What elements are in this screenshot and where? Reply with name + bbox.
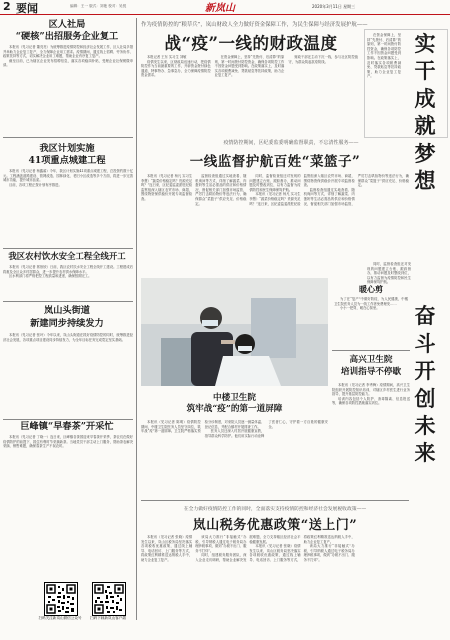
slogan-char: 来 [414, 440, 436, 466]
article-divider [3, 301, 133, 302]
poem-body: 为了在“复产”中做好防疫，为人民健康，中楼卫生院医务人员为一线工作者免费理发…… 小小一把剪，暖在心窝里。 [334, 297, 408, 311]
column-divider [136, 18, 137, 620]
qr-code[interactable] [44, 582, 78, 616]
slogan-char: 开 [414, 358, 436, 384]
edition-info: 编辑：王一 版式：刘艳 校对：吴悦 [70, 4, 127, 8]
qr-code[interactable] [92, 582, 126, 616]
slogan-char: 就 [414, 113, 436, 139]
article-headline: 我区农村饮水安全工程全线开工 [8, 251, 126, 261]
slogan-char: 创 [414, 385, 436, 411]
article-divider [3, 248, 133, 249]
article-divider [3, 419, 133, 420]
top-story-body: 本报记者 王东 实习生 刘敏 疫情发生以来，区财政局迅速行动，把疫情防控作为当前最重要的工作，开辟资金拨付绿色通道，特事特办、急事急办，全力保障疫情防控资金需求。 在资金保障上，坚持“先拨付、后清算”的原则，第一时间拨付防控资金，确保各项防控工作不因资金问题受到影响。在政策落实上，及时落实各项税费减免、贷款贴息等扶持政策，助力企业复工复产。 财政干部还主动下沉一线，参与社区防控值守，为群众筑起抗疫防线。 [141, 55, 358, 78]
slogan-char: 想 [414, 168, 436, 194]
article-headline: 区人社局 [48, 19, 86, 30]
article-body: 本报讯（见习记者 张叶）今年以来，岚山头街道在抓好疫情防控的同时，统筹推进经济社会发展，各项重点项目建设同步持续发力，为全年目标任务完成奠定坚实基础。 [3, 333, 133, 342]
article-divider [141, 500, 409, 501]
vertical-slogan [412, 30, 442, 636]
top-story-body-continued: 在资金保障上，坚持“先拨付、后清算”的原则，第一时间拨付防控资金，确保各项防控工作不因资金问题受到影响。在政策落实上，及时落实各项税费减免、贷款贴息等扶持政策，助力企业复工复产。 [367, 33, 401, 79]
article-headline: 筑牢战“疫”的第一道屏障 [186, 404, 283, 414]
article-headline: 岚山头街道 [44, 305, 90, 316]
slogan-char: 奋 [414, 303, 436, 329]
article-headline: 41项重点城建工程 [28, 155, 106, 166]
masthead-logo: 新岚山 [205, 3, 235, 14]
slogan-char: 未 [414, 413, 436, 439]
poem-continued: 同时，监督检查组还对发现的问题建立台账、跟踪督办，推动问题及时整改到位，以有力监督为疫情防控和民生保障保驾护航。 [367, 262, 411, 285]
slogan-char: 实 [414, 31, 436, 56]
article-headline: “硬核”出招服务企业复工 [15, 31, 119, 42]
qr-caption: 扫码下载新岚山客户端 [90, 616, 126, 620]
article-headline: 新建同步持续发力 [30, 318, 104, 329]
article-body: 本报讯（见习记者 董亮亮）为统筹推进疫情防控和经济社会发展工作，区人社局多措并举助力企业复工复产，全力保障企业用工需求。疫情期间，通过线上招聘、劳务协作、政策扶持等方式，切实解决企业用工难题，帮助企业有序复工复产。 截至目前，已为辖区企业发布招聘信息，落实各项稳岗补贴，受理企业社保缓缴申请。 [3, 45, 133, 68]
qr-caption: 扫码关注新岚山微信公众号 [38, 616, 82, 620]
article-body: 本报讯（见习记者 郭欣欣）日前，我区农村饮水安全工程全线开工建设。工程建成后将惠及全区众多村居群众，进一步提升农村供水保障水平。 区水利部门将严格把控工程质量和进度，确保按期完工。 [3, 265, 133, 279]
article-headline: 培训指导不停歇 [340, 367, 402, 377]
news-photo [141, 278, 328, 386]
slogan-char: 干 [414, 58, 436, 84]
article-body: 本报讯（见习记者 李秀梅）疫情期间，高兴卫生院组织开展防控知识培训，对辖区乡村医生进行业务指导，提升基层防控能力。 培训内容包括个人防护、消毒隔离、信息报送等，确保各项防控措施落实到位。 [332, 383, 410, 406]
article-kicker: 在全力做好疫情防控工作的同时，全面落实支持疫情防控和经济社会发展税收政策—— [183, 507, 367, 512]
bottom-story-body: 本报讯（见习记者 张晓）疫情发生以来，岚山区税务局坚决落实各项税收优惠政策，通过线上辅导、电话回访、上门服务等方式，将政策红利精准送达纳税人手中，助力企业复工复产。 该局大力推行“非接触式”办税，引导纳税人通过电子税务局办理涉税事项，做到“办税不出门、服务不打烊”。 同时，组建税务服务团队，深入企业走访调研，帮助企业解决发展难题，全力支持辖区经济社会平稳健康发展。 本报讯（见习记者 张晓）疫情发生以来，岚山区税务局坚决落实各项税收优惠政策，通过线上辅导、电话回访、上门服务等方式，将政策红利精准送达纳税人手中，助力企业复工复产。 该局大力推行“非接触式”办税，引导纳税人通过电子税务局办理涉税事项，做到“办税不出门、服务不打烊”。 [141, 535, 355, 562]
poem-title: 暖心剪 [359, 284, 383, 294]
article-body: 本报讯（见习记者 丁晓一）连日来，巨峰镇各茶园迎来早春茶开采季，茶农们在做好疫情防护的前提下，抓住有利时节采摘新茶。当地党员干部主动上门服务，帮助茶农解决采摘、销售难题，确保春茶生产不误农时。 [3, 435, 133, 449]
second-story-headline: 一线监督护航百姓“菜篮子” [189, 154, 361, 170]
slogan-char: 成 [414, 85, 436, 111]
article-kicker: 作为疫情防控的“粮草兵”，岚山财政人全力做好资金保障工作，为民生保障与经济发展护航—— [141, 22, 368, 28]
article-headline: 中楼卫生院 [213, 393, 256, 403]
publication-date: 2020年3月11日 星期三 [312, 4, 356, 9]
slogan-char: 斗 [414, 330, 436, 356]
article-headline: 巨峰镇“早春茶”开采忙 [20, 421, 114, 432]
section-name: 要闻 [16, 2, 38, 15]
article-divider [3, 137, 133, 138]
article-headline: 高兴卫生院 [349, 355, 393, 365]
slogan-char: 梦 [414, 140, 436, 166]
article-body: 本报讯（见习记者 杨鑫睿）今年，我区计划实施41项重点城建工程，总投资约数十亿元。工程涵盖道路建设、管网改造、园林绿化、老旧小区改造等多个方面，将进一步完善城市功能，提升城市品质。 目前，各项工程正按计划有序推进。 [3, 169, 133, 187]
top-story-headline: 战“疫”一线的财政温度 [164, 34, 338, 53]
page-number: 2 [3, 0, 11, 13]
bottom-story-headline: 岚山税务优惠政策“送上门” [192, 518, 358, 533]
article-headline: 我区计划实施 [39, 143, 95, 154]
article-kicker: 疫情防控期间，区纪委监委明确监督职责，不忘清性服务—— [223, 140, 359, 146]
article-body: 本报讯（见习记者 陈明）疫情防控期间，中楼卫生院医务人员坚守岗位，筑牢战“疫”第一道屏障。卫生院严格落实预检分诊制度，对来院人员逐一测量体温、登记信息，并配合镇村开展排查工作。 医务人员还深入村居开展健康宣教，指导群众科学防护。他们用实际行动诠释了医者仁心，守护着一方百姓的健康安全。 [141, 420, 328, 438]
second-story-body: 本报讯（见习记者 杨凡 实习生 李慧）“蔬菜价格稳定吗？货源充足吗？”连日来，区纪委监委派驻纪检监察组深入辖区农贸市场、商超，围绕物资保供稳价开展专项监督检查。 监督检查组通过实地查看、随机询问等方式，详细了解蔬菜、肉蛋奶等生活必需品的供应和价格情况，督促相关部门加强市场监管，严厉打击哄抬物价等违法行为，确保群众“菜篮子”供应充足、价格稳定。 同时，监督检查组还对发现的问题建立台账、跟踪督办，推动问题及时整改到位，以有力监督为疫情防控和民生保障保驾护航。 本报讯（见习记者 杨凡 实习生 李慧）“蔬菜价格稳定吗？货源充足吗？”连日来，区纪委监委派驻纪检监察组深入辖区农贸市场、商超，围绕物资保供稳价开展专项监督检查。 监督检查组通过实地查看、随机询问等方式，详细了解蔬菜、肉蛋奶等生活必需品的供应和价格情况，督促相关部门加强市场监管，严厉打击哄抬物价等违法行为，确保群众“菜篮子”供应充足、价格稳定。 [141, 174, 409, 206]
article-divider [332, 350, 410, 351]
